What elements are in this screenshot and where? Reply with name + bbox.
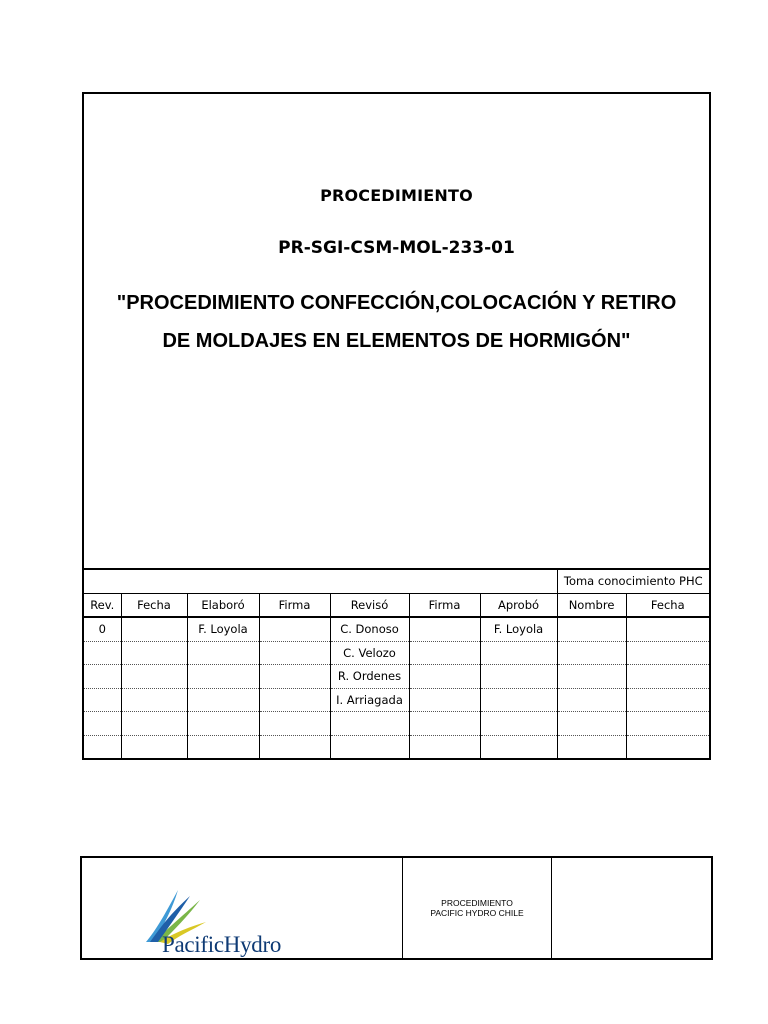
table-cell: [121, 665, 187, 689]
column-header: Rev.: [84, 593, 121, 617]
table-cell: [121, 641, 187, 665]
footer-line-2: PACIFIC HYDRO CHILE: [430, 908, 524, 918]
footer-blank-cell: [552, 858, 711, 958]
footer-text-cell: [403, 858, 552, 958]
column-header: Fecha: [626, 593, 709, 617]
table-cell: [557, 735, 626, 758]
table-cell: [480, 712, 557, 736]
table-row: [84, 688, 709, 712]
table-cell: [259, 712, 330, 736]
table-cell: [259, 735, 330, 758]
document-code: PR-SGI-CSM-MOL-233-01: [278, 238, 515, 258]
table-cell: [121, 712, 187, 736]
table-row: [84, 712, 709, 736]
table-cell: [480, 688, 557, 712]
table-cell: [187, 735, 259, 758]
table-row: [84, 617, 709, 641]
title-area: [84, 94, 709, 568]
logo-text: PacificHydro: [162, 932, 282, 957]
table-cell: [409, 665, 480, 689]
table-cell: 0: [84, 617, 121, 641]
table-cell: F. Loyola: [187, 617, 259, 641]
table-cell: [330, 712, 409, 736]
table-header-row: [84, 593, 709, 617]
column-header: Nombre: [557, 593, 626, 617]
table-cell: [259, 688, 330, 712]
footer-box: [80, 856, 713, 960]
table-cell: [259, 617, 330, 641]
table-cell: [84, 712, 121, 736]
table-cell: [259, 665, 330, 689]
table-cell: [557, 617, 626, 641]
table-cell: [409, 641, 480, 665]
table-group-header-row: [84, 569, 709, 593]
table-cell: [557, 688, 626, 712]
column-header: Revisó: [330, 593, 409, 617]
table-row: [84, 641, 709, 665]
logo-cell: [82, 858, 403, 958]
table-cell: [187, 688, 259, 712]
document-frame: [82, 92, 711, 760]
group-header-phc: Toma conocimiento PHC: [557, 569, 709, 593]
table-cell: [409, 712, 480, 736]
document-type: PROCEDIMIENTO: [320, 186, 473, 205]
table-cell: [187, 665, 259, 689]
table-cell: [626, 735, 709, 758]
table-cell: C. Donoso: [330, 617, 409, 641]
table-cell: [121, 617, 187, 641]
table-cell: [187, 712, 259, 736]
table-cell: [187, 641, 259, 665]
column-header: Firma: [409, 593, 480, 617]
revision-table: [84, 568, 709, 758]
column-header: Elaboró: [187, 593, 259, 617]
table-cell: [626, 617, 709, 641]
document-title: "PROCEDIMIENTO CONFECCIÓN,COLOCACIÓN Y RETIRO DE MOLDAJES EN ELEMENTOS DE HORMIGÓN": [116, 292, 677, 352]
group-header-blank: [84, 569, 557, 593]
table-row: [84, 735, 709, 758]
table-cell: [480, 641, 557, 665]
table-cell: [626, 688, 709, 712]
column-header: Fecha: [121, 593, 187, 617]
table-cell: [626, 712, 709, 736]
table-cell: [480, 735, 557, 758]
table-cell: C. Velozo: [330, 641, 409, 665]
table-cell: [330, 735, 409, 758]
table-cell: [121, 688, 187, 712]
table-cell: [84, 665, 121, 689]
table-cell: [121, 735, 187, 758]
table-cell: [557, 641, 626, 665]
table-cell: [409, 617, 480, 641]
footer-line-1: PROCEDIMIENTO: [441, 898, 513, 908]
table-row: [84, 665, 709, 689]
table-cell: [480, 665, 557, 689]
table-cell: [409, 688, 480, 712]
table-cell: [557, 665, 626, 689]
table-cell: [84, 641, 121, 665]
column-header: Aprobó: [480, 593, 557, 617]
table-cell: [626, 665, 709, 689]
table-cell: [259, 641, 330, 665]
table-cell: R. Ordenes: [330, 665, 409, 689]
table-cell: [84, 735, 121, 758]
table-cell: [557, 712, 626, 736]
table-cell: F. Loyola: [480, 617, 557, 641]
table-cell: [84, 688, 121, 712]
table-cell: I. Arriagada: [330, 688, 409, 712]
table-cell: [409, 735, 480, 758]
column-header: Firma: [259, 593, 330, 617]
table-cell: [626, 641, 709, 665]
